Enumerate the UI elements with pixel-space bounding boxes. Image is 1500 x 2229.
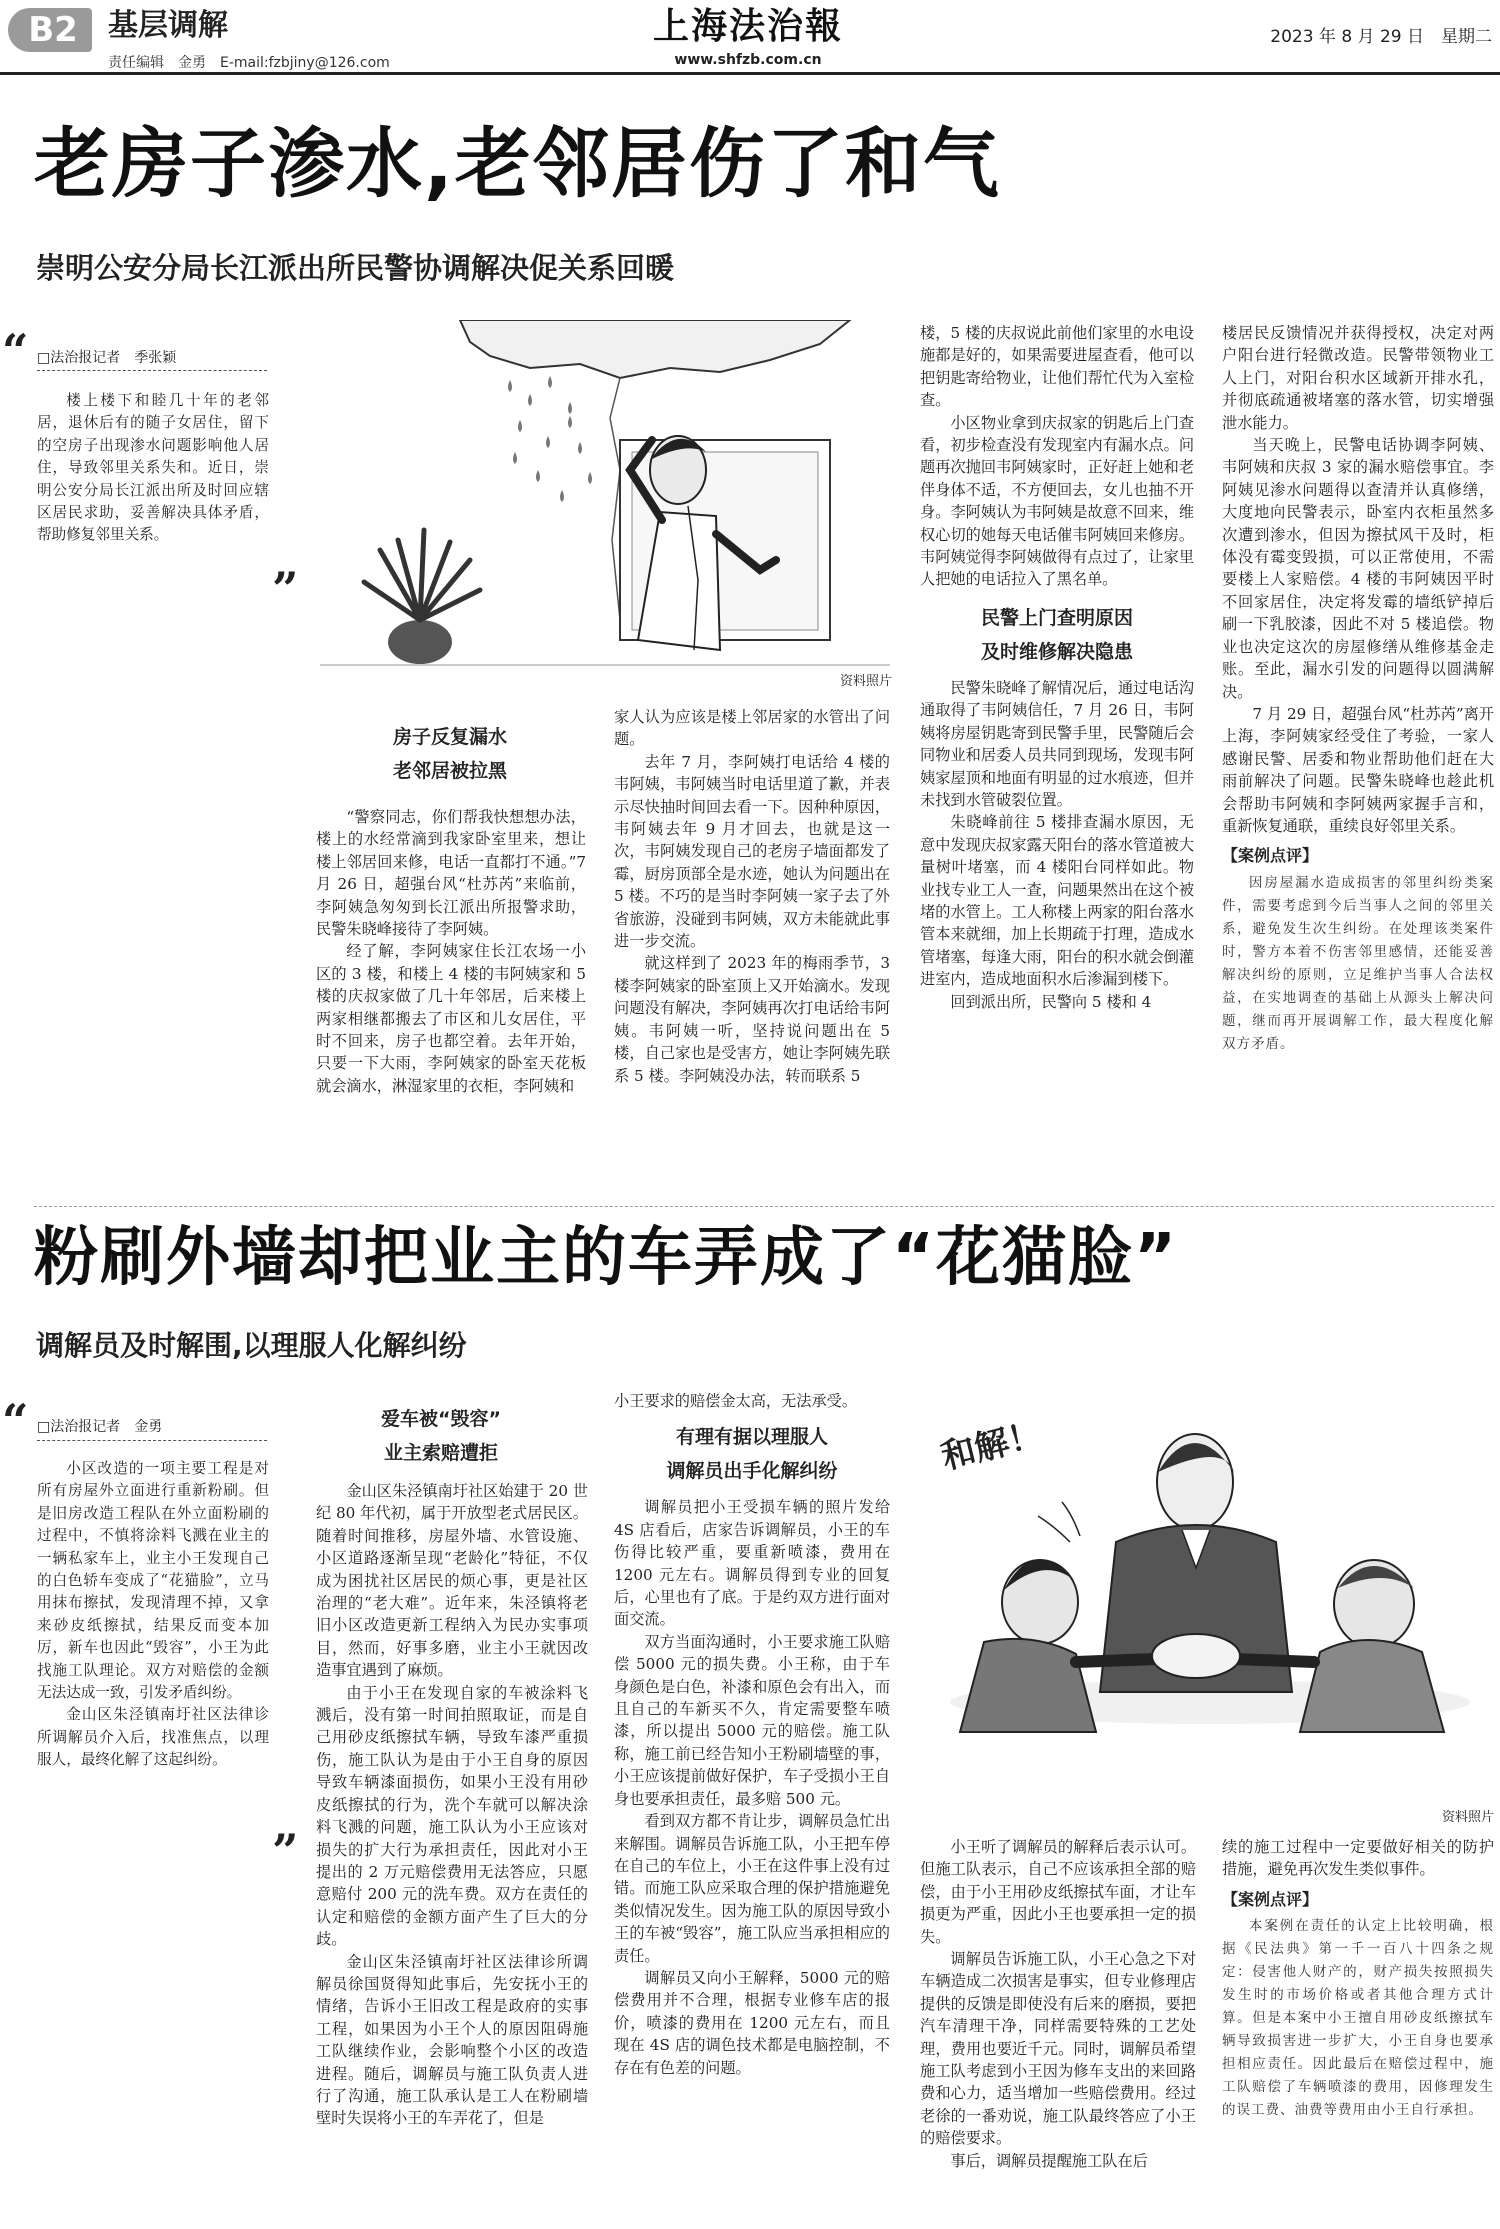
article1-col5-para: 当天晚上，民警电话协调李阿姨、韦阿姨和庆叔 3 家的漏水赔偿事宜。李阿姨见渗水问题得以查清并认真修缮，大度地向民警表示，卧室内衣柜虽然多次遭到渗水，但因为擦拭风干及时，柜体没有霉变毁损，可以正常使用，不需要楼上人家赔偿。4 楼的韦阿姨因平时不回家居住，决定将发霉的墙纸铲掉后刷一下乳胶漆，因此不对 5 楼追偿。物业也决定这次的房屋修缮从维修基金走账。至此，漏水引发的问题得以圆满解决。 — [1222, 436, 1494, 701]
article1-subhead2 — [920, 601, 1194, 669]
article1-headline: 老房子渗水,老邻居伤了和气 — [34, 119, 1001, 208]
article1-subhead2-line1: 民警上门查明原因 — [980, 606, 1133, 629]
editor-line: 责任编辑 金勇 E-mail:fzbjiny@126.com — [108, 55, 390, 71]
article1-subhead1 — [330, 720, 570, 788]
article1-col5-para: 7 月 29 日，超强台风“杜苏芮”离开上海，李阿姨家经受住了考验，一家人感谢民警、居委和物业帮助他们赶在大雨前解决了问题。民警朱晓峰也趁此机会帮助韦阿姨和李阿姨两家握手言和，重新恢复通联，重续良好邻里关系。 — [1222, 704, 1494, 835]
article1-col3-para: 家人认为应该是楼上邻居家的水管出了问题。 — [614, 708, 890, 749]
article1-intro-text: 楼上楼下和睦几十年的老邻居，退休后有的随子女居住，留下的空房子出现渗水问题影响他人居住，导致邻里关系失和。近日，崇明公安分局长江派出所及时回应辖区居民求助，妥善解决具体矛盾，帮助修复邻里关系。 — [37, 392, 269, 544]
article1-col2-para: “警察同志，你们帮我快想想办法，楼上的水经常滴到我家卧室里来，想让楼上邻居回来修，电话一直都打不通。”7 月 26 日，超强台风“杜苏芮”来临前，李阿姨急匆匆到长江派出所报警求助，民警朱晓峰接待了李阿姨。 — [316, 808, 586, 939]
article2-reporter-rule — [37, 1440, 267, 1441]
article1-col4-para: 民警朱晓峰了解情况后，通过电话沟通取得了韦阿姨信任，7 月 26 日，韦阿姨将房屋钥匙寄到民警手里，民警随后会同物业和居委人员共同到现场，发现韦阿姨家屋顶和地面有明显的过水痕迹，但并未找到水管破裂位置。 — [920, 678, 1194, 809]
article2-column5 — [1222, 1836, 1494, 2122]
article2-column2 — [316, 1480, 588, 2130]
article1-col4-para: 小区物业拿到庆叔家的钥匙后上门查看，初步检查没有发现室内有漏水点。问题再次抛回韦阿姨家时，正好赶上她和老伴身体不适，不方便回去，女儿也抽不开身。李阿姨认为韦阿姨是故意不回来，维权心切的她每天电话催韦阿姨回来修房。韦阿姨觉得李阿姨做得有点过了，让家里人把她的电话拉入了黑名单。 — [920, 413, 1194, 589]
article2-col2-para: 金山区朱泾镇南圩社区法律诊所调解员徐国贤得知此事后，先安抚小王的情绪，告诉小王旧改工程是政府的实事工程，如果因为小王个人的原因阻碍施工队继续作业，会影响整个小区的改造进程。随后，调解员与施工队负责人进行了沟通，施工队承认是工人在粉刷墙壁时失误将小王的车弄花了，但是 — [316, 1952, 588, 2128]
article2-review — [1222, 1915, 1494, 2122]
article2-photo-credit: 资料照片 — [1441, 1810, 1494, 1825]
article2-col3-para: 双方当面沟通时，小王要求施工队赔偿 5000 元的损失费。小王称，由于车身颜色是白色，补漆和原色会有出入，而且自己的车新买不久，肯定需要整车喷漆，所以提出 5000 元的赔偿。施工队称，施工前已经告知小王粉刷墙壁的事，小王应该提前做好保护，车子受损小王自身也要承担责任，最多赔 500 元。 — [614, 1632, 890, 1808]
article2-subhead1-line2: 业主索赔遭拒 — [383, 1442, 498, 1464]
article1-intro — [37, 390, 269, 547]
article1-col2-para: 经了解，李阿姨家住长江农场一小区的 3 楼，和楼上 4 楼的韦阿姨家和 5 楼的庆叔家做了几十年邻居，后来楼上两家相继都搬去了市区和儿女居住，平时不回来，房子也都空着。去年开始，只要一下大雨，李阿姨家的卧室天花板就会滴水，淋湿家里的衣柜，李阿姨和 — [316, 942, 586, 1095]
article2-reporter: □法治报记者 金勇 — [37, 1419, 163, 1435]
article2-col3-para: 调解员又向小王解释，5000 元的赔偿费用并不合理，根据专业修车店的报价，喷漆的费用在 1200 元左右，而且现在 4S 店的调色技术都是电脑控制，不存在有色差的问题。 — [614, 1968, 890, 2077]
handshake-speech: 和解！ — [937, 1414, 1047, 1478]
article1-reporter-rule — [37, 370, 267, 371]
article2-subhead2-line1: 有理有据以理服人 — [675, 1426, 828, 1449]
article1-column4 — [920, 322, 1194, 1013]
section-code: B2 — [28, 10, 78, 50]
article2-col5-para: 续的施工过程中一定要做好相关的防护措施，避免再次发生类似事件。 — [1222, 1838, 1494, 1879]
article2-subhead1 — [300, 1402, 582, 1470]
leaking-ceiling-illustration — [320, 320, 890, 678]
masthead — [0, 0, 1500, 71]
website: www.shfzb.com.cn — [674, 52, 822, 68]
article1-review-title: 【案例点评】 — [1222, 846, 1319, 866]
masthead-rule — [0, 72, 1500, 75]
article2-intro-text: 金山区朱泾镇南圩社区法律诊所调解员介入后，找准焦点，以理服人，最终化解了这起纠纷。 — [37, 1706, 269, 1769]
article2-subhead2-line2: 调解员出手化解纠纷 — [666, 1460, 838, 1483]
article1-close-quote: ” — [272, 562, 299, 616]
article2-headline: 粉刷外墙却把业主的车弄成了“花猫脸” — [34, 1221, 1179, 1295]
article1-open-quote: “ — [2, 324, 29, 378]
article2-review-title: 【案例点评】 — [1222, 1889, 1319, 1909]
issue-date: 2023 年 8 月 29 日 星期二 — [1270, 27, 1492, 47]
article1-column5 — [1222, 322, 1494, 1056]
article2-column3 — [614, 1390, 890, 2079]
article2-close-quote: ” — [272, 1824, 299, 1878]
article1-review-text: 因房屋漏水造成损害的邻里纠纷类案件，需要考虑到今后当事人之间的邻里关系，避免发生次生纠纷。在处理该类案件时，警方本着不伤害邻里感情，还能妥善解决纠纷的原则，立足维护当事人合法权益，在实地调查的基础上从源头上解决问题，继而再开展调解工作，最大程度化解双方矛盾。 — [1222, 874, 1494, 1052]
article1-col3-para: 去年 7 月，李阿姨打电话给 4 楼的韦阿姨，韦阿姨当时电话里道了歉，并表示尽快抽时间回去看一下。因种种原因，韦阿姨去年 9 月才回去，也就是这一次，韦阿姨发现自己的老房子墙面都发了霉，厨房顶部全是水迹，她认为问题出在 5 楼。不巧的是当时李阿姨一家子去了外省旅游，没碰到韦阿姨，双方未能就此事进一步交流。 — [614, 752, 890, 951]
article2-intro-text: 小区改造的一项主要工程是对所有房屋外立面进行重新粉刷。但是旧房改造工程队在外立面粉刷的过程中，不慎将涂料飞溅在业主的一辆私家车上，业主小王发现自己的白色轿车变成了“花猫脸”，立马用抹布擦拭，发现清理不掉，又拿来砂皮纸擦拭，结果反而变本加厉，新车也因此“毁容”，小王为此找施工队理论。双方对赔偿的金额无法达成一致，引发矛盾纠纷。 — [37, 1460, 269, 1702]
article2-review-text: 本案例在责任的认定上比较明确，根据《民法典》第一千一百八十四条之规定：侵害他人财产的，财产损失按照损失发生时的市场价格或者其他合理方式计算。但是本案中小王擅自用砂皮纸擦拭车辆导致损害进一步扩大，小王自身也要承担相应责任。因此最后在赔偿过程中，施工队赔偿了车辆喷漆的费用，因修理发生的误工费、油费等费用由小王自行承担。 — [1222, 1918, 1494, 2119]
section-name: 基层调解 — [108, 8, 228, 43]
article1-subhead2-line2: 及时维修解决隐患 — [980, 640, 1133, 663]
article2-deck: 调解员及时解围,以理服人化解纠纷 — [36, 1329, 467, 1362]
article1-cartoon — [320, 320, 890, 678]
article1-col5-para: 楼居民反馈情况并获得授权，决定对两户阳台进行轻微改造。民警带领物业工人上门，对阳台积水区域新开排水孔，并彻底疏通被堵塞的落水管，切实增强泄水能力。 — [1222, 324, 1494, 432]
article1-col4-para: 楼，5 楼的庆叔说此前他们家里的水电设施都是好的，如果需要进屋查看，他可以把钥匙寄给物业，让他们帮忙代为入室检查。 — [920, 324, 1194, 410]
article2-subhead1-line1: 爱车被“毁容” — [381, 1408, 501, 1430]
article2-col2-para: 金山区朱泾镇南圩社区始建于 20 世纪 80 年代初，属于开放型老式居民区。随着时间推移，房屋外墙、水管设施、小区道路逐渐呈现“老龄化”特征，不仅成为困扰社区居民的烦心事，更是社区治理的“老大难”。近年来，朱泾镇将老旧小区改造更新工程纳入为民办实事项目，然而，好事多磨，业主小王就因改造事宜遇到了麻烦。 — [316, 1482, 588, 1680]
article1-photo-credit: 资料照片 — [839, 674, 892, 689]
article2-col4-para: 小王听了调解员的解释后表示认可。但施工队表示，自己不应该承担全部的赔偿，由于小王用砂皮纸擦拭车面，才让车损更为严重，因此小王也要承担一定的损失。 — [920, 1838, 1196, 1946]
article1-subhead1-line1: 房子反复漏水 — [392, 726, 507, 748]
article2-subhead2 — [614, 1420, 890, 1488]
article1-col4-para: 回到派出所，民警向 5 楼和 4 — [950, 992, 1152, 1011]
article2-col4-para: 事后，调解员提醒施工队在后 — [950, 2151, 1148, 2170]
article1-review — [1222, 872, 1494, 1056]
article1-subhead1-line2: 老邻居被拉黑 — [392, 760, 507, 782]
paper-name: 上海法治報 — [652, 5, 843, 47]
article2-column4 — [920, 1836, 1196, 2172]
article1-reporter: □法治报记者 季张颖 — [37, 350, 177, 366]
article-divider — [34, 1206, 1494, 1207]
article2-col2-para: 由于小王在发现自家的车被涂料飞溅后，没有第一时间拍照取证，而是自己用砂皮纸擦拭车辆，导致车漆严重损伤，施工队认为是由于小王自身的原因导致车辆漆面损伤，如果小王没有用砂皮纸擦拭的行为，洗个车就可以解决涂料飞溅的问题，施工队认为小王应该对损失的扩大行为承担责任，因此对小王提出的 2 万元赔偿费用无法答应，只愿意赔付 200 元的洗车费。双方在责任的认定和赔偿的金额方面产生了巨大的分歧。 — [316, 1683, 588, 1949]
article1-column3 — [614, 706, 890, 1087]
article1-column2 — [316, 806, 586, 1097]
article2-open-quote: “ — [2, 1394, 29, 1448]
article2-col3-para: 看到双方都不肯让步，调解员急忙出来解围。调解员告诉施工队，小王把车停在自己的车位上，小王在这件事上没有过错。而施工队应采取合理的保护措施避免类似情况发生。因为施工队的原因导致小王的车被“毁容”，施工队应当承担相应的责任。 — [614, 1812, 890, 1965]
article2-col3-para: 小王要求的赔偿金太高，无法承受。 — [614, 1392, 857, 1410]
article1-col3-para: 就这样到了 2023 年的梅雨季节，3 楼李阿姨家的卧室顶上又开始滴水。发现问题没有解决，李阿姨再次打电话给韦阿姨。韦阿姨一听，坚持说问题出在 5 楼，自己家也是受害方，她让李阿姨先联系 5 楼。李阿姨没办法，转而联系 5 — [614, 954, 890, 1085]
article1-deck: 崇明公安分局长江派出所民警协调解决促关系回暖 — [36, 251, 675, 285]
article2-col3-para: 调解员把小王受损车辆的照片发给 4S 店看后，店家告诉调解员，小王的车伤得比较严重，要重新喷漆，费用在 1200 元左右。调解员得到专业的回复后，心里也有了底。于是约双方进行面对面交流。 — [614, 1498, 890, 1629]
article1-col4-para: 朱晓峰前往 5 楼排查漏水原因，无意中发现庆叔家露天阳台的落水管道被大量树叶堵塞，而 4 楼阳台同样如此。物业找专业工人一查，问题果然出在这个被堵的水管上。工人称楼上两家的阳台落水管本来就细，加上长期疏于打理，造成水管堵塞，每逢大雨，阳台的积水就会倒灌进室内，造成地面积水后渗漏到楼下。 — [920, 813, 1194, 989]
article2-intro — [37, 1458, 269, 1772]
article2-col4-para: 调解员告诉施工队，小王心急之下对车辆造成二次损害是事实，但专业修理店提供的反馈是即使没有后来的磨损，要把汽车清理干净，同样需要特殊的工艺处理，费用也要近千元。同时，调解员希望施工队考虑到小王因为修车支出的来回路费和心力，适当增加一些赔偿费用。经过老徐的一番劝说，施工队最终答应了小王的赔偿要求。 — [920, 1950, 1196, 2148]
